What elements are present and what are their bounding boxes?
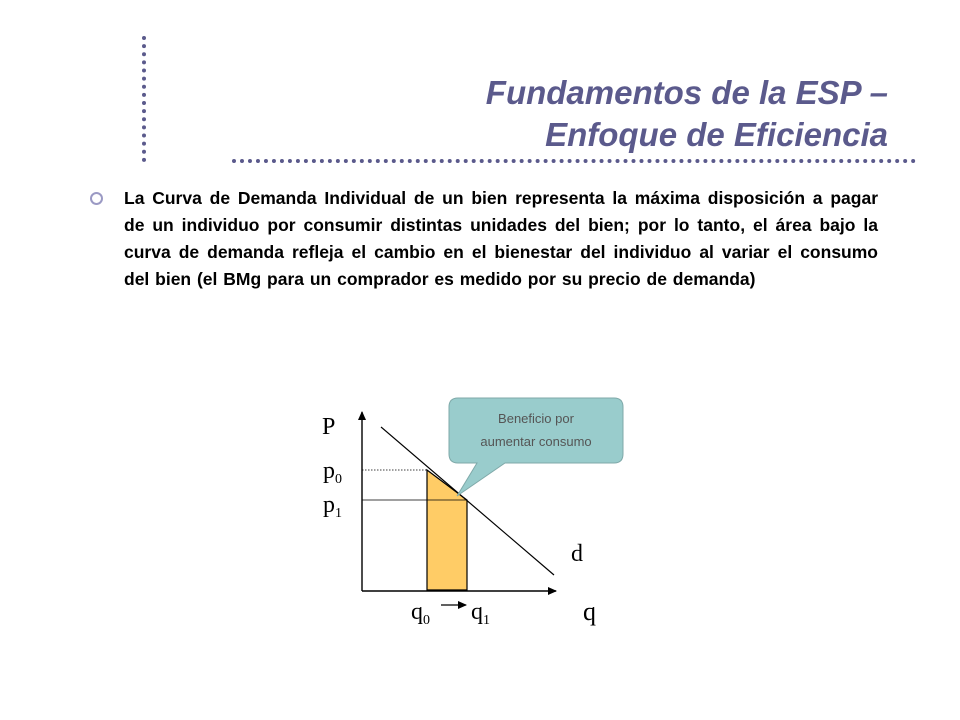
p0-label: $p_0$ xyxy=(323,458,342,487)
y-axis-label: P xyxy=(322,414,336,440)
q0-label: $q_0$ xyxy=(411,599,430,628)
consumer-benefit-area xyxy=(427,470,467,590)
curve-label: d xyxy=(571,541,583,567)
callout-line-1: Beneficio por xyxy=(498,411,574,426)
x-axis-label: q xyxy=(583,597,596,626)
p1-label: $p_1$ xyxy=(323,492,342,521)
title-line-2: Enfoque de Eficiencia xyxy=(545,116,888,153)
q1-label: $q_1$ xyxy=(471,599,490,628)
callout-line-2: aumentar consumo xyxy=(480,434,592,449)
title-line-1: Fundamentos de la ESP – xyxy=(485,74,888,111)
bullet-text: La Curva de Demanda Individual de un bien representa la máxima disposición a pagar de un individuo por consumir distintas unidades del bien; por lo tanto, el área bajo la curva de demanda refleja el cambio en el bienestar del individuo al variar el consumo del bien (el BMg para un comprador es medido por su precio de demanda) xyxy=(124,188,878,289)
